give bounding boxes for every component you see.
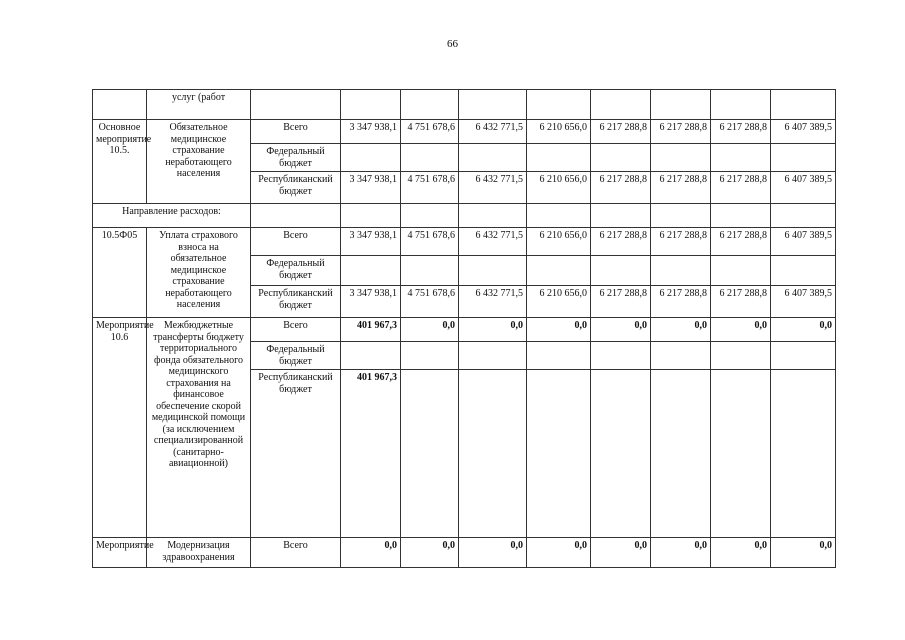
value-cell: 6 210 656,0 (527, 172, 591, 204)
value-cell: 0,0 (651, 538, 711, 568)
value-cell (401, 256, 459, 286)
funding-source: Республиканский бюджет (251, 370, 341, 538)
value-cell: 6 217 288,8 (711, 286, 771, 318)
value-cell: 6 217 288,8 (651, 172, 711, 204)
value-cell: 6 432 771,5 (459, 286, 527, 318)
value-cell: 3 347 938,1 (341, 228, 401, 256)
funding-source: Всего (251, 318, 341, 342)
value-cell: 4 751 678,6 (401, 228, 459, 256)
value-cell (711, 370, 771, 538)
value-cell (591, 370, 651, 538)
value-cell: 4 751 678,6 (401, 172, 459, 204)
value-cell (341, 256, 401, 286)
value-cell: 3 347 938,1 (341, 172, 401, 204)
value-cell (527, 144, 591, 172)
value-cell: 6 210 656,0 (527, 286, 591, 318)
value-cell: 0,0 (401, 538, 459, 568)
row-name: Межбюджетные трансферты бюджету территориального фонда обязательного медицинского страхования на финансовое обеспечение скорой медицинской помощи (за исключением специализированной (санитарно-авиационной) (147, 318, 251, 538)
value-cell: 6 217 288,8 (651, 228, 711, 256)
value-cell: 6 407 389,5 (771, 286, 836, 318)
table-row (93, 318, 836, 342)
value-cell: 0,0 (459, 538, 527, 568)
value-cell: 6 217 288,8 (711, 228, 771, 256)
row-name: Уплата страхового взноса на обязательное медицинское страхование неработающего населения (147, 228, 251, 318)
value-cell (591, 144, 651, 172)
row-code: Мероприятие (93, 538, 147, 568)
value-cell: 0,0 (341, 538, 401, 568)
value-cell (459, 342, 527, 370)
table-row (93, 228, 836, 256)
value-cell (527, 342, 591, 370)
funding-source: Федеральный бюджет (251, 342, 341, 370)
value-cell (651, 256, 711, 286)
value-cell: 6 217 288,8 (651, 286, 711, 318)
funding-source: Федеральный бюджет (251, 256, 341, 286)
funding-source: Всего (251, 120, 341, 144)
row-name: Модернизация здравоохранения (147, 538, 251, 568)
value-cell: 6 217 288,8 (591, 120, 651, 144)
row-code: 10.5Ф05 (93, 228, 147, 318)
funding-source: Федеральный бюджет (251, 144, 341, 172)
value-cell: 401 967,3 (341, 318, 401, 342)
value-cell (591, 342, 651, 370)
value-cell (401, 144, 459, 172)
value-cell: 6 217 288,8 (591, 286, 651, 318)
value-cell (771, 342, 836, 370)
value-cell: 4 751 678,6 (401, 286, 459, 318)
direction-label: Направление расходов: (93, 204, 251, 228)
value-cell (527, 256, 591, 286)
value-cell (401, 370, 459, 538)
budget-table (92, 89, 836, 568)
value-cell: 0,0 (401, 318, 459, 342)
value-cell: 0,0 (591, 538, 651, 568)
funding-source: Всего (251, 538, 341, 568)
value-cell: 6 210 656,0 (527, 228, 591, 256)
value-cell (459, 144, 527, 172)
value-cell: 401 967,3 (341, 370, 401, 538)
table-row (93, 90, 836, 120)
value-cell: 3 347 938,1 (341, 120, 401, 144)
value-cell (341, 144, 401, 172)
value-cell: 0,0 (771, 538, 836, 568)
value-cell (651, 370, 711, 538)
value-cell: 0,0 (711, 318, 771, 342)
row-code: Мероприятие 10.6 (93, 318, 147, 538)
value-cell (459, 370, 527, 538)
row-name: услуг (работ (147, 90, 251, 120)
value-cell: 6 432 771,5 (459, 228, 527, 256)
value-cell: 0,0 (651, 318, 711, 342)
value-cell (651, 342, 711, 370)
value-cell: 6 217 288,8 (711, 172, 771, 204)
value-cell: 0,0 (459, 318, 527, 342)
value-cell: 6 407 389,5 (771, 172, 836, 204)
value-cell (651, 144, 711, 172)
value-cell: 4 751 678,6 (401, 120, 459, 144)
value-cell: 3 347 938,1 (341, 286, 401, 318)
value-cell (771, 256, 836, 286)
row-code: Основное мероприятие 10.5. (93, 120, 147, 204)
table-row (93, 538, 836, 568)
value-cell: 0,0 (771, 318, 836, 342)
value-cell (771, 370, 836, 538)
page-number: 66 (447, 38, 458, 50)
value-cell: 6 432 771,5 (459, 120, 527, 144)
value-cell (591, 256, 651, 286)
funding-source: Республиканский бюджет (251, 172, 341, 204)
funding-source: Республиканский бюджет (251, 286, 341, 318)
value-cell: 6 217 288,8 (591, 228, 651, 256)
value-cell (711, 144, 771, 172)
value-cell: 6 217 288,8 (591, 172, 651, 204)
value-cell: 6 407 389,5 (771, 228, 836, 256)
value-cell (459, 256, 527, 286)
value-cell: 6 407 389,5 (771, 120, 836, 144)
value-cell: 6 210 656,0 (527, 120, 591, 144)
value-cell (711, 256, 771, 286)
value-cell: 6 432 771,5 (459, 172, 527, 204)
value-cell: 0,0 (591, 318, 651, 342)
value-cell: 0,0 (527, 318, 591, 342)
table-row (93, 204, 836, 228)
value-cell (527, 370, 591, 538)
value-cell: 6 217 288,8 (711, 120, 771, 144)
table-row (93, 120, 836, 144)
value-cell: 0,0 (711, 538, 771, 568)
value-cell (341, 342, 401, 370)
value-cell (711, 342, 771, 370)
funding-source: Всего (251, 228, 341, 256)
row-name: Обязательное медицинское страхование неработающего населения (147, 120, 251, 204)
value-cell: 6 217 288,8 (651, 120, 711, 144)
value-cell (401, 342, 459, 370)
value-cell: 0,0 (527, 538, 591, 568)
value-cell (771, 144, 836, 172)
